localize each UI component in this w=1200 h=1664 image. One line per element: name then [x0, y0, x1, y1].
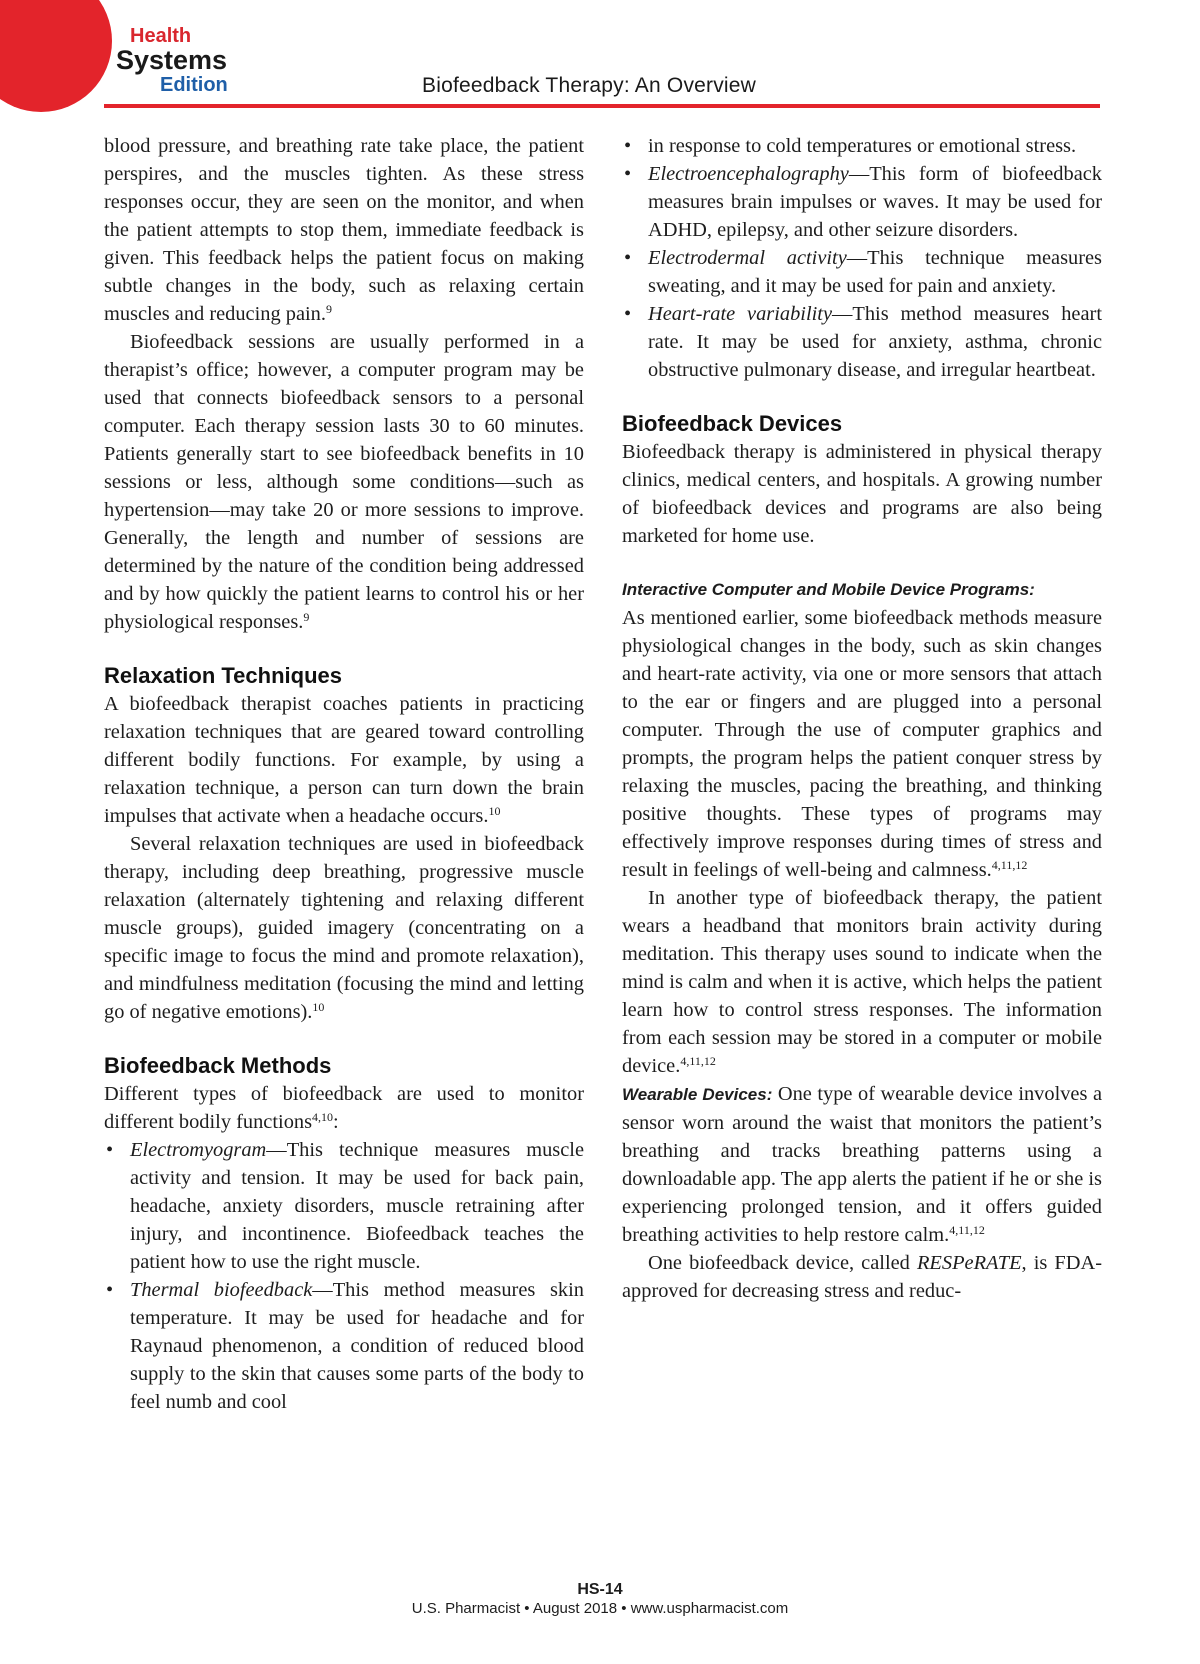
reference: 4,10	[312, 1110, 334, 1124]
reference: 4,11,12	[680, 1054, 716, 1068]
running-header-title: Biofeedback Therapy: An Overview	[422, 74, 757, 97]
reference: 4,11,12	[991, 858, 1028, 872]
paragraph: Different types of biofeedback are used to monitor different bodily functions$^{4,10}$:	[104, 1083, 584, 1133]
header-rule	[104, 104, 1100, 108]
right-column	[622, 132, 1102, 1305]
reference: 10	[312, 1000, 325, 1014]
heading-relaxation: Relaxation Techniques	[104, 663, 342, 688]
reference: 9	[325, 302, 332, 316]
paragraph: blood pressure, and breathing rate take place, the patient perspires, and the muscles tighten. As these stress responses occur, they are seen on the monitor, and when the patient attempts to stop them, immediate feedback is given. This feedback helps the patient focus on making subtle changes in the body, such as relaxing certain muscles and reducing pain.$^9$	[104, 135, 584, 325]
heading-methods: Biofeedback Methods	[104, 1053, 332, 1078]
list-item: • Electrodermal activity—This technique measures sweating, and it may be used for pain and anxiety.	[622, 244, 1102, 300]
reference: 10	[488, 804, 501, 818]
paragraph: A biofeedback therapist coaches patients in practicing relaxation techniques that are geared toward controlling different bodily functions. For example, by using a relaxation technique, a person can turn down the brain impulses that activate when a headache occurs.$^{10}$	[104, 693, 584, 827]
methods-list	[104, 1136, 584, 1416]
footer-line: U.S. Pharmacist • August 2018 • www.uspharmacist.com	[411, 1600, 789, 1617]
reference: 4,11,12	[949, 1223, 985, 1237]
reference: 9	[303, 610, 310, 624]
list-item: • Electroencephalography—This form of biofeedback measures brain impulses or waves. It may be used for ADHD, epilepsy, and other seizure disorders.	[622, 160, 1102, 244]
list-item: • Electromyogram—This technique measures muscle activity and tension. It may be used for back pain, headache, anxiety disorders, muscle retraining after injury, and incontinence. Biofeedback teaches the patient how to use the right muscle.	[104, 1136, 584, 1276]
heading-devices: Biofeedback Devices	[622, 411, 843, 436]
page-number: HS-14	[577, 1581, 623, 1598]
subheading-programs: Interactive Computer and Mobile Device Programs:	[622, 580, 1035, 599]
logo-systems: Systems	[116, 45, 228, 75]
paragraph: Several relaxation techniques are used in biofeedback therapy, including deep breathing, progressive muscle relaxation (alternately tightening and relaxing different muscle groups), guided imagery (concentrating on a specific image to focus the mind and promote relaxation), and mindfulness meditation (focusing the mind and letting go of negative emotions).$^{10}$	[104, 833, 584, 1023]
paragraph: As mentioned earlier, some biofeedback methods measure physiological changes in the body, such as skin changes and heart-rate activity, via one or more sensors that attach to the ear or fingers and are plugged into a personal computer. Through the use of computer graphics and prompts, the program helps the patient conquer stress by relaxing the muscles, pacing the breathing, and thinking positive thoughts. These types of programs may effectively improve responses during times of stress and result in feelings of well-being and calmness.$^{4,11,12}$	[622, 607, 1102, 881]
paragraph: In another type of biofeedback therapy, the patient wears a headband that monitors brain activity during meditation. This therapy uses sound to indicate when the mind is calm and when it is active, which helps the patient learn how to control stress responses. The information from each session may be stored in a computer or mobile device.$^{4,11,12}$	[622, 887, 1102, 1077]
edition-logo	[116, 26, 228, 95]
paragraph: Wearable Devices: One type of wearable device involves a sensor worn around the waist that monitors the patient’s breathing and tracks breathing patterns using a downloadable app. The app alerts the patient if he or she is experiencing prolonged tension, and it offers guided breathing activities to help restore calm.$^{4,11,12}$	[622, 1083, 1102, 1246]
brand-circle	[0, 0, 112, 112]
list-item: • Thermal biofeedback—This method measures skin temperature. It may be used for headache and for Raynaud phenomenon, a condition of reduced blood supply to the skin that causes some parts of the body to feel numb and cool	[104, 1276, 584, 1416]
paragraph: Biofeedback sessions are usually performed in a therapist’s office; however, a computer program may be used that connects biofeedback sensors to a personal computer. Each therapy session lasts 30 to 60 minutes. Patients generally start to see biofeedback benefits in 10 sessions or less, although some conditions—such as hypertension—may take 20 or more sessions to improve. Generally, the length and number of sessions are determined by the nature of the condition being addressed and by how quickly the patient learns to control his or her physiological responses.$^9$	[104, 331, 584, 633]
list-item: • Heart-rate variability—This method measures heart rate. It may be used for anxiety, asthma, chronic obstructive pulmonary disease, and irregular heartbeat.	[622, 300, 1102, 384]
left-column	[104, 132, 584, 1416]
logo-health: Health	[130, 25, 192, 47]
list-item-continued: • in response to cold temperatures or emotional stress.	[622, 132, 1102, 160]
subheading-wearable: Wearable Devices:	[622, 1085, 773, 1104]
paragraph: Biofeedback therapy is administered in physical therapy clinics, medical centers, and hospitals. A growing number of biofeedback devices and programs are also being marketed for home use.	[622, 441, 1102, 547]
paragraph: One biofeedback device, called RESPeRATE, is FDA-approved for decreasing stress and reduc-	[622, 1252, 1102, 1302]
methods-list-continued	[622, 132, 1102, 384]
logo-edition: Edition	[160, 74, 228, 96]
